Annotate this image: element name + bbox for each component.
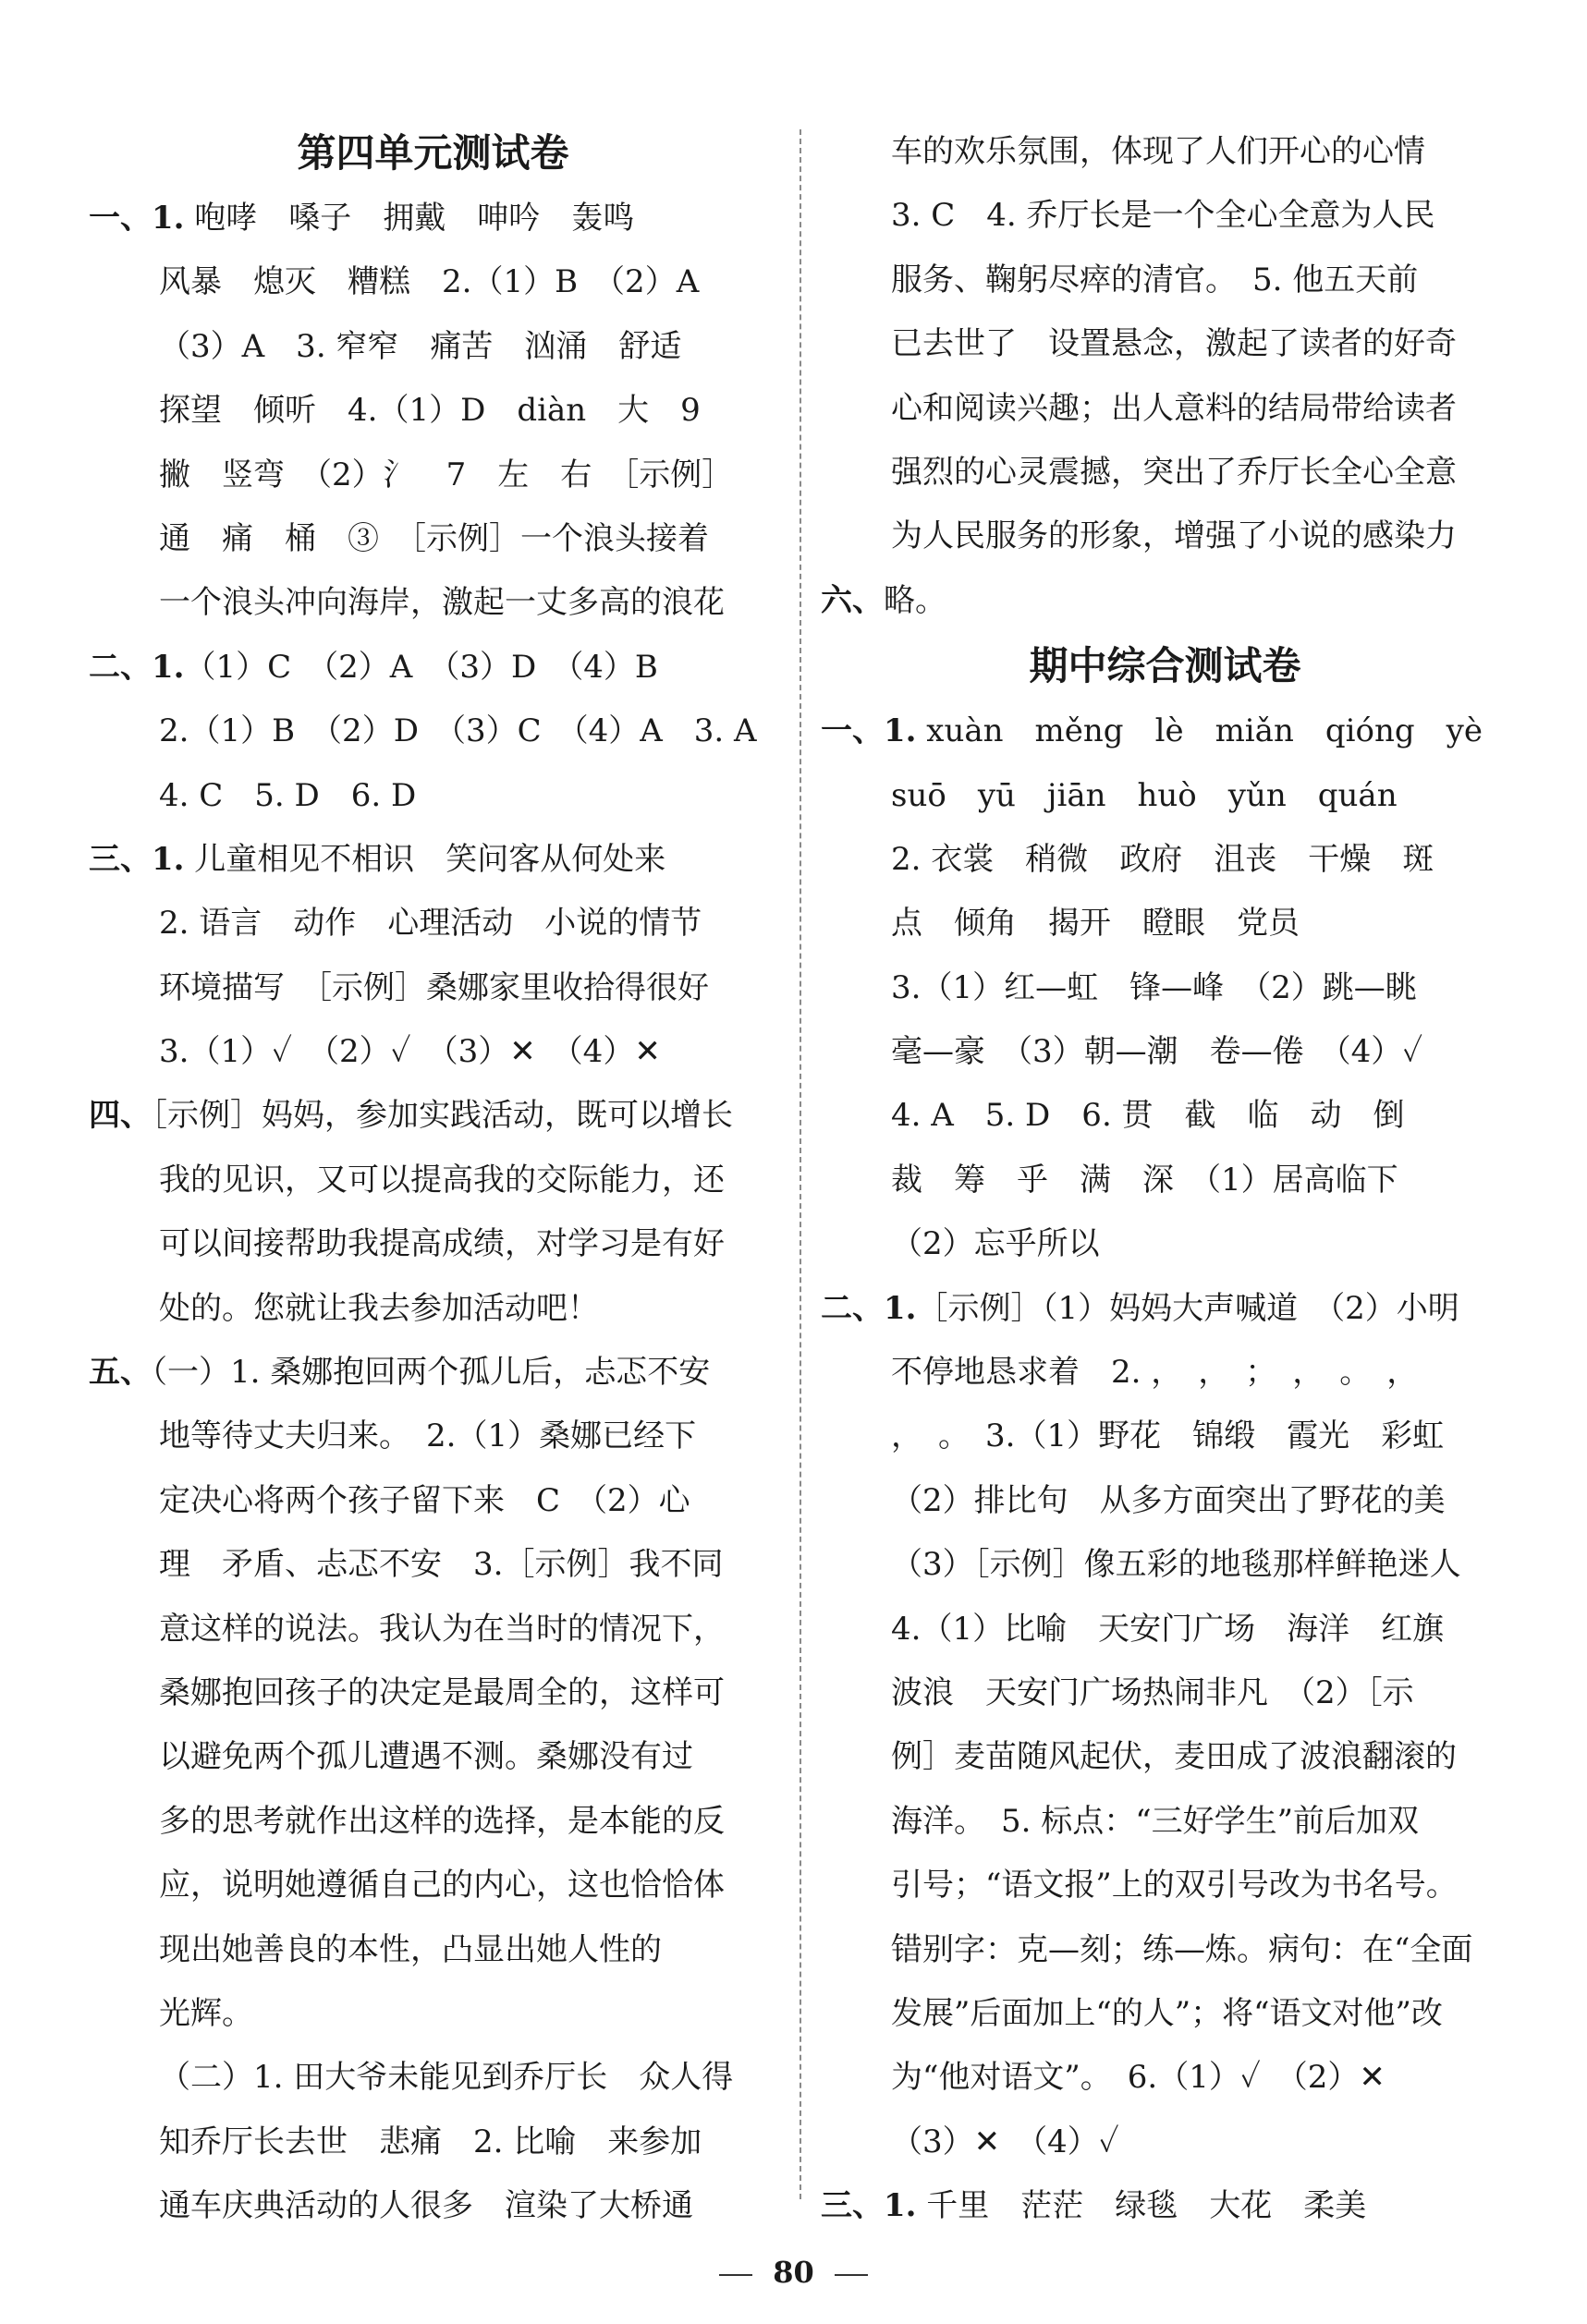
answer-line	[89, 1790, 777, 1854]
answer-text: 波浪 天安门广场热闹非凡 （2）［示	[891, 1673, 1414, 1711]
answer-line	[89, 1661, 777, 1725]
answer-line	[89, 892, 777, 955]
answer-line	[89, 1341, 777, 1405]
answer-line	[89, 1149, 777, 1212]
answer-line	[821, 1341, 1509, 1405]
answer-text: 以避免两个孤儿遭遇不测。桑娜没有过	[159, 1738, 693, 1776]
answer-text: ［示例］（1）妈妈大声喊道 （2）小明	[916, 1289, 1459, 1327]
answer-text: 多的思考就作出这样的选择，是本能的反	[159, 1802, 725, 1840]
question-section-marker: 六、	[821, 581, 884, 619]
answer-text: 发展”后面加上“的人”；将“语文对他”改	[891, 1994, 1443, 2032]
answer-line	[821, 1661, 1509, 1725]
answer-text: （3）［示例］像五彩的地毯那样鲜艳迷人	[891, 1546, 1461, 1584]
answer-line	[821, 377, 1509, 441]
answer-text: 光辉。	[159, 1994, 253, 2032]
column-divider	[800, 129, 801, 2199]
answer-line	[89, 1020, 777, 1084]
answer-line	[89, 1598, 777, 1661]
answer-line	[821, 764, 1509, 828]
answer-text: 心和阅读兴趣；出人意料的结局带给读者	[891, 389, 1457, 427]
answer-line	[821, 1084, 1509, 1148]
answer-text: 2. 语言 动作 心理活动 小说的情节	[159, 905, 702, 943]
footer-dash-right	[835, 2274, 868, 2276]
answer-text: 不停地恳求着 2. ， ， ； ， 。 ，	[891, 1354, 1419, 1392]
answer-line	[821, 184, 1509, 248]
answer-text: 现出她善良的本性，凸显出她人性的	[159, 1930, 662, 1968]
answer-text: 海洋。 5. 标点：“三好学生”前后加双	[891, 1802, 1420, 1840]
answer-text: 知乔厅长去世 悲痛 2. 比喻 来参加	[159, 2123, 702, 2160]
question-section-marker: 一、	[821, 712, 884, 750]
answer-text: 裁 筹 乎 满 深 （1）居高临下	[891, 1161, 1398, 1199]
answer-line	[821, 1405, 1509, 1468]
answer-text: （3）A 3. 窄窄 痛苦 汹涌 舒适	[159, 327, 682, 365]
answer-line	[89, 379, 777, 443]
answer-text: 探望 倾听 4.（1）D diàn 大 9	[159, 392, 701, 430]
answer-line	[821, 249, 1509, 312]
question-section-marker: 五、	[89, 1354, 152, 1392]
answer-line	[821, 828, 1509, 892]
answer-line	[821, 1020, 1509, 1084]
answer-text: 2.（1）B （2）D （3）C （4）A 3. A	[159, 712, 757, 750]
answer-line	[89, 250, 777, 314]
answer-text: xuàn měng lè miǎn qióng yè	[916, 712, 1483, 750]
answer-text: 服务、鞠躬尽瘁的清官。 5. 他五天前	[891, 261, 1419, 298]
answer-text: 3. C 4. 乔厅长是一个全心全意为人民	[891, 197, 1435, 235]
question-section-marker: 二、	[821, 1289, 884, 1327]
answer-line	[89, 1405, 777, 1468]
section-title-midterm: 期中综合测试卷	[1029, 643, 1301, 689]
answer-text: 通 痛 桶 ③ ［示例］一个浪头接着	[159, 519, 709, 557]
answer-line	[821, 1469, 1509, 1533]
answer-line	[821, 120, 1509, 184]
answer-line	[821, 2174, 1509, 2238]
answer-text: 意这样的说法。我认为在当时的情况下，	[159, 1610, 725, 1648]
answer-text: 例］麦苗随风起伏，麦田成了波浪翻滚的	[891, 1738, 1457, 1776]
answer-text: 错别字：克—刻；练—炼。病句：在“全面	[891, 1930, 1473, 1968]
page-number: 80	[773, 2255, 814, 2290]
answer-line	[89, 507, 777, 571]
answer-text: 毫—豪 （3）朝—潮 卷—倦 （4）✓	[891, 1033, 1423, 1071]
answer-line	[89, 444, 777, 507]
question-number: 1.	[884, 712, 917, 750]
answer-text: （2）排比句 从多方面突出了野花的美	[891, 1481, 1446, 1519]
answer-text: 通车庆典活动的人很多 渲染了大桥通	[159, 2187, 693, 2225]
question-section-marker: 二、	[89, 648, 152, 686]
answer-line	[821, 1790, 1509, 1854]
question-section-marker: 三、	[821, 2187, 884, 2225]
answer-line	[821, 956, 1509, 1020]
answer-text: ， 。 3.（1）野花 锦缎 霞光 彩虹	[891, 1418, 1445, 1455]
answer-text: 为“他对语文”。 6.（1）✓ （2）✕	[891, 2059, 1386, 2097]
answer-text: 我的见识，又可以提高我的交际能力，还	[159, 1161, 725, 1199]
question-number: 1.	[884, 1289, 917, 1327]
answer-line	[89, 636, 777, 700]
section-title-unit4: 第四单元测试卷	[297, 130, 569, 176]
answer-text: 4. C 5. D 6. D	[159, 776, 417, 814]
answer-line	[89, 187, 777, 250]
answer-text: 撇 竖弯 （2）氵 7 左 右 ［示例］	[159, 456, 734, 493]
answer-text: 强烈的心灵震撼，突出了乔厅长全心全意	[891, 453, 1457, 491]
answer-text: 略。	[884, 581, 946, 619]
answer-text: 2. 衣裳 稍微 政府 沮丧 干燥 斑	[891, 840, 1434, 878]
answer-text: 咆哮 嗓子 拥戴 呻吟 轰鸣	[184, 200, 635, 237]
answer-line	[89, 2174, 777, 2238]
answer-text: 已去世了 设置悬念，激起了读者的好奇	[891, 325, 1457, 363]
answer-text: （3）✕ （4）✓	[891, 2123, 1119, 2160]
answer-line	[821, 1918, 1509, 1982]
answer-text: 处的。您就让我去参加活动吧！	[159, 1289, 599, 1327]
answer-line	[89, 1918, 777, 1982]
answer-line	[821, 312, 1509, 376]
question-number: 1.	[152, 840, 185, 878]
answer-text: 3.（1）✓ （2）✓ （3）✕ （4）✕	[159, 1033, 661, 1071]
answer-text: 4.（1）比喻 天安门广场 海洋 红旗	[891, 1610, 1445, 1648]
answer-line	[89, 1533, 777, 1597]
answer-text: 千里 茫茫 绿毯 大花 柔美	[916, 2187, 1367, 2225]
answer-text: 定决心将两个孩子留下来 C （2）心	[159, 1481, 690, 1519]
answer-text: 引号；“语文报”上的双引号改为书名号。	[891, 1867, 1458, 1904]
left-answer-lines	[89, 187, 777, 2239]
question-section-marker: 四、	[89, 1097, 152, 1135]
question-section-marker: 三、	[89, 840, 152, 878]
answer-text: 为人民服务的形象，增强了小说的感染力	[891, 517, 1457, 555]
answer-text: 应，说明她遵循自己的内心，这也恰恰体	[159, 1867, 725, 1904]
answer-line	[89, 828, 777, 892]
answer-text: 点 倾角 揭开 瞪眼 党员	[891, 905, 1300, 943]
answer-text: 一个浪头冲向海岸，激起一丈多高的浪花	[159, 584, 725, 622]
answer-line	[89, 764, 777, 828]
answer-line	[821, 1598, 1509, 1661]
answer-text: 桑娜抱回孩子的决定是最周全的，这样可	[159, 1673, 725, 1711]
answer-text: 理 矛盾、忐忑不安 3.［示例］我不同	[159, 1546, 724, 1584]
answer-text: 风暴 熄灭 糟糕 2.（1）B （2）A	[159, 263, 700, 301]
answer-line	[821, 2046, 1509, 2110]
question-number: 1.	[152, 648, 185, 686]
answer-line	[821, 1533, 1509, 1597]
answer-line	[89, 2046, 777, 2110]
answer-line	[89, 956, 777, 1020]
answer-line	[821, 505, 1509, 568]
answer-line	[821, 1149, 1509, 1212]
answer-line	[821, 700, 1509, 763]
answer-line	[821, 892, 1509, 955]
answer-line	[89, 1212, 777, 1276]
footer-dash-left	[719, 2274, 752, 2276]
question-number: 1.	[884, 2187, 917, 2225]
answer-line	[89, 700, 777, 763]
answer-line	[89, 315, 777, 379]
answer-line	[821, 1212, 1509, 1276]
answer-text: 3.（1）红—虹 锋—峰 （2）跳—眺	[891, 968, 1417, 1006]
right-answer-lines-bottom	[821, 700, 1509, 2238]
answer-text: 4. A 5. D 6. 贯 截 临 动 倒	[891, 1097, 1405, 1135]
answer-line	[821, 1725, 1509, 1789]
answer-text: 可以间接帮助我提高成绩，对学习是有好	[159, 1225, 725, 1263]
answer-text: suō yū jiān huò yǔn quán	[891, 776, 1398, 814]
question-number: 1.	[152, 200, 185, 237]
left-column	[89, 120, 777, 2239]
answer-line	[89, 2111, 777, 2174]
answer-line	[89, 571, 777, 635]
answer-text: ［示例］妈妈，参加实践活动，既可以增长	[152, 1097, 733, 1135]
answer-line	[821, 2111, 1509, 2174]
question-section-marker: 一、	[89, 200, 152, 237]
answer-line	[821, 1277, 1509, 1341]
answer-line	[89, 1725, 777, 1789]
answer-line	[821, 569, 1509, 633]
right-answer-lines-top	[821, 120, 1509, 633]
answer-line	[821, 1854, 1509, 1917]
answer-line	[821, 1982, 1509, 2046]
answer-line	[89, 1854, 777, 1917]
page-footer	[0, 2255, 1587, 2290]
answer-text: 车的欢乐氛围，体现了人们开心的心情	[891, 133, 1425, 170]
answer-text: （1）C （2）A （3）D （4）B	[184, 648, 658, 686]
answer-line	[89, 1084, 777, 1148]
right-column	[821, 120, 1509, 2239]
answer-text: （一）1. 桑娜抱回两个孤儿后，忐忑不安	[152, 1354, 711, 1392]
answer-text: 儿童相见不相识 笑问客从何处来	[184, 840, 666, 878]
answer-line	[89, 1469, 777, 1533]
answer-line	[89, 1277, 777, 1341]
answer-line	[821, 441, 1509, 505]
answer-text: （2）忘乎所以	[891, 1225, 1100, 1263]
answer-line	[89, 1982, 777, 2046]
answer-text: （二）1. 田大爷未能见到乔厅长 众人得	[159, 2059, 734, 2097]
answer-text: 环境描写 ［示例］桑娜家里收拾得很好	[159, 968, 709, 1006]
answer-text: 地等待丈夫归来。 2.（1）桑娜已经下	[159, 1418, 697, 1455]
